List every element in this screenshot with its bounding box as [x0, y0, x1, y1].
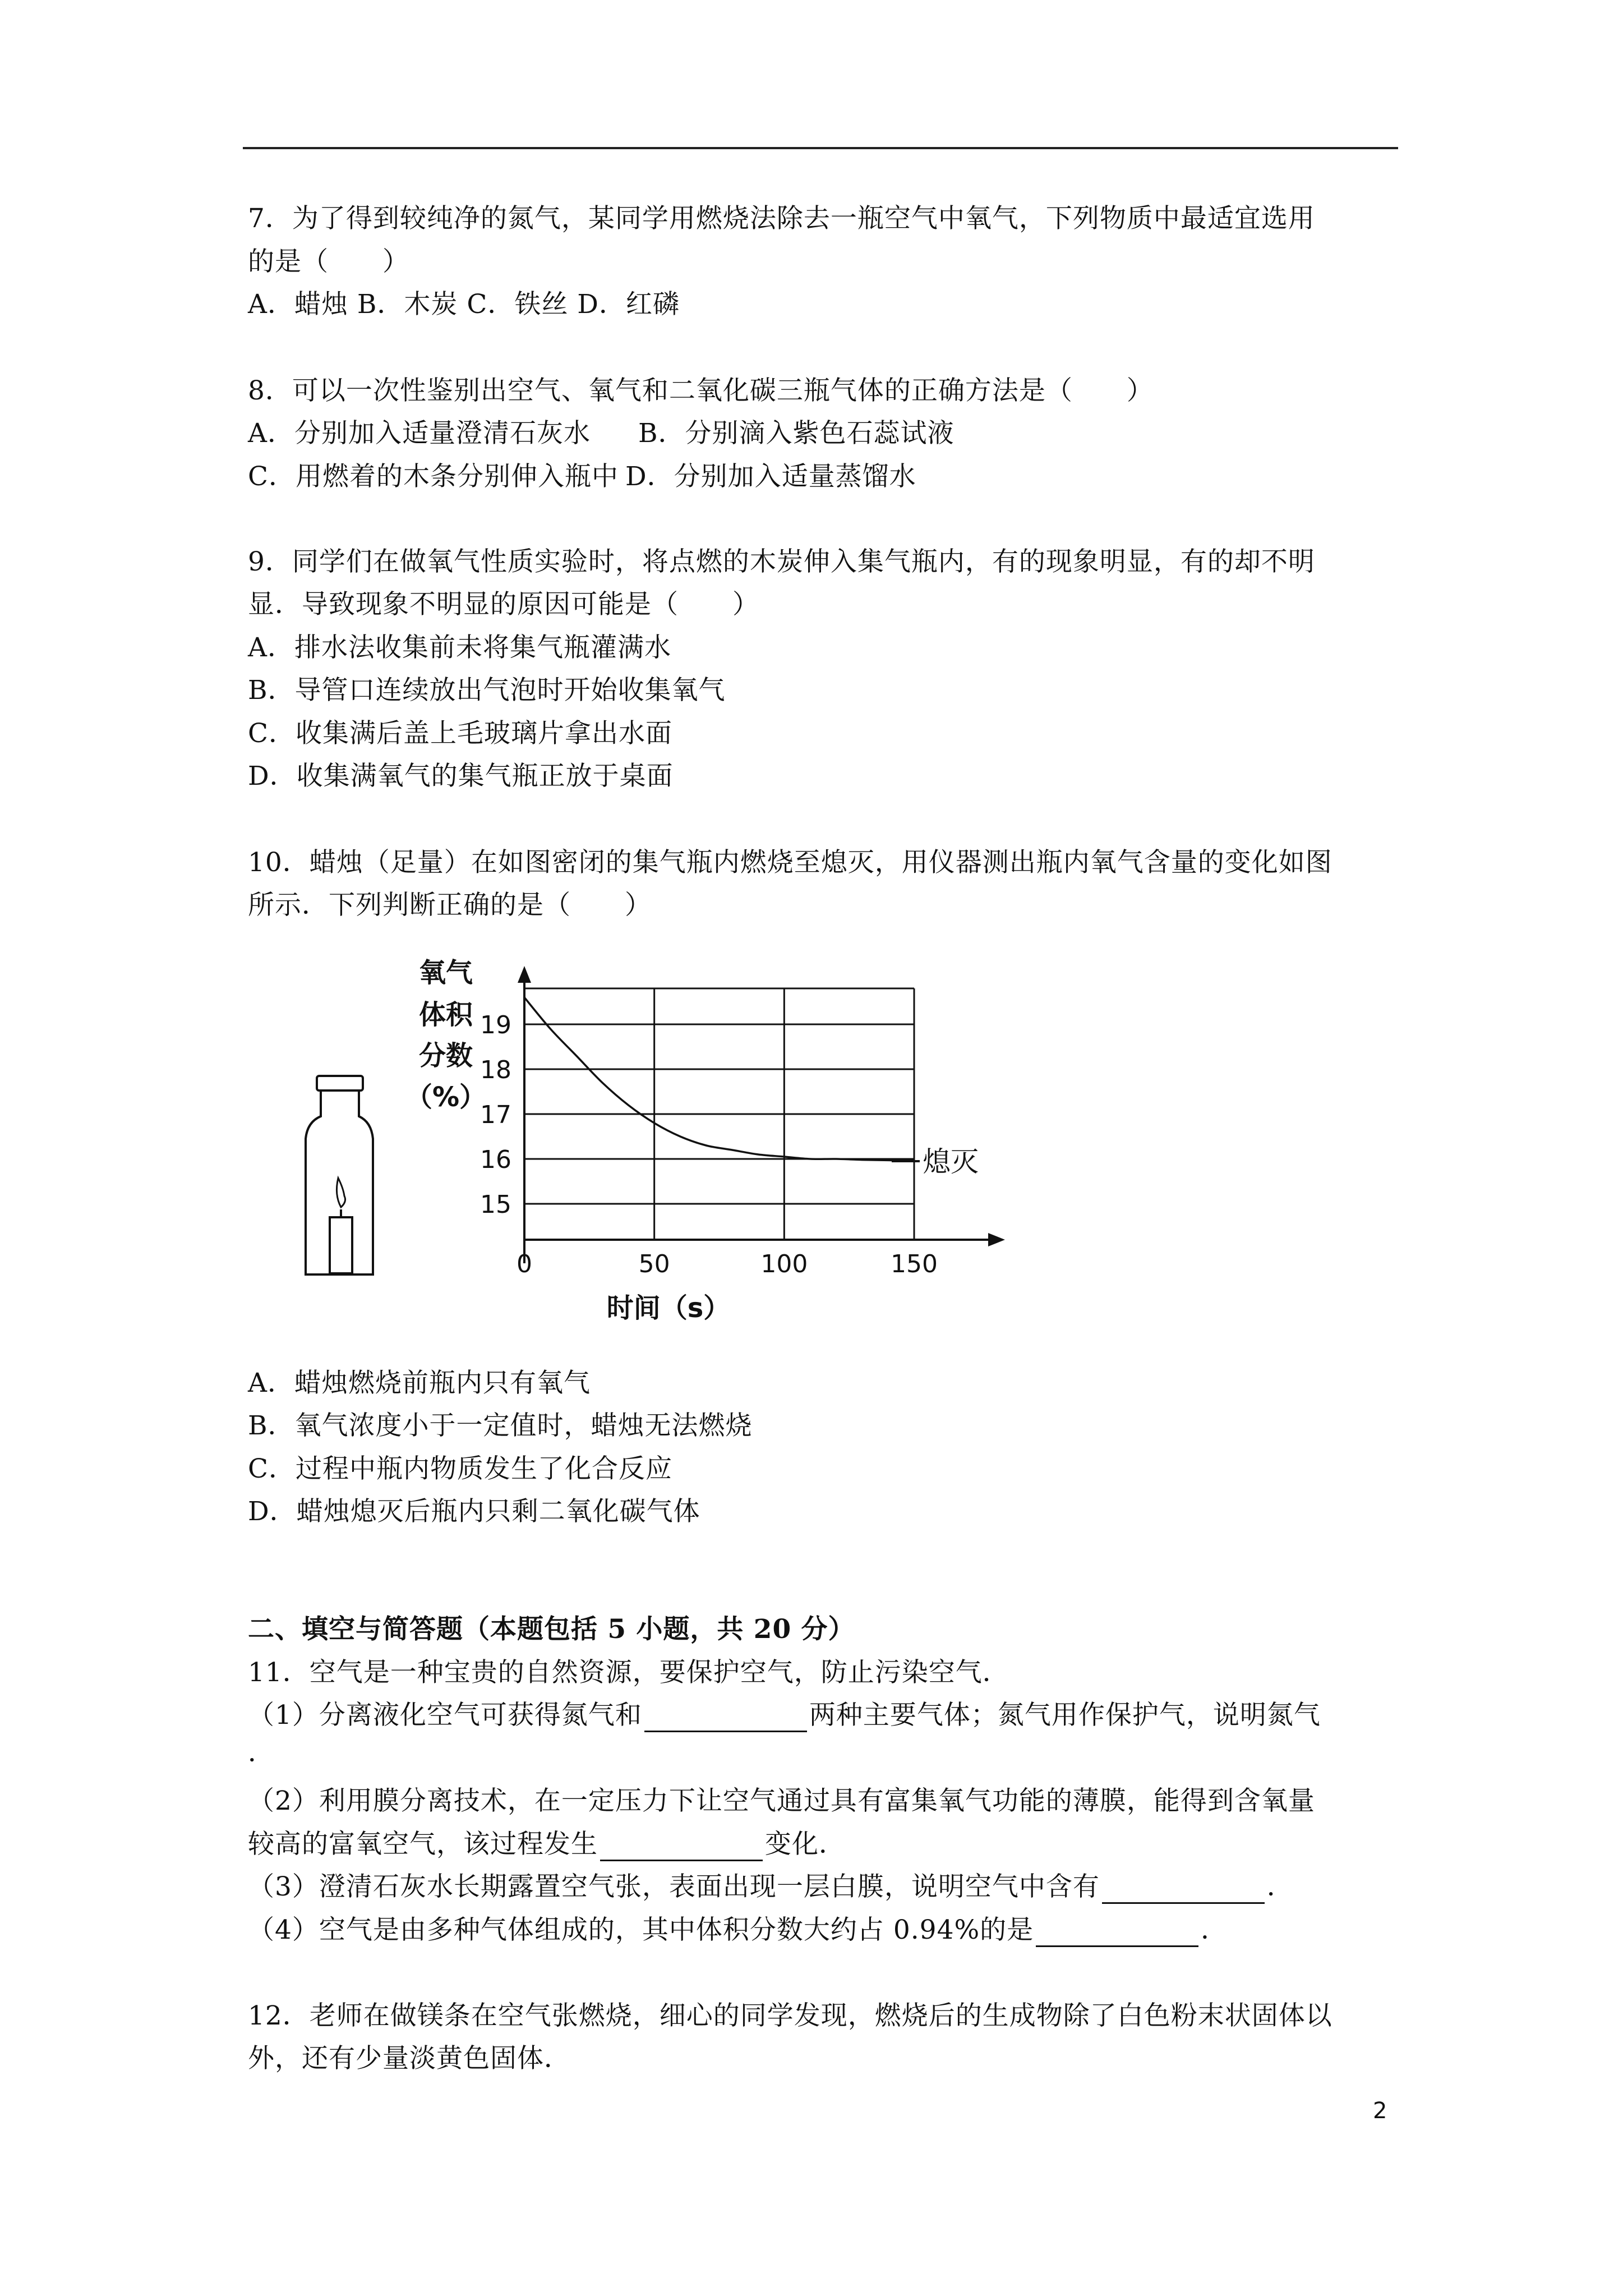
q11-p1-end: ． — [248, 1737, 275, 1768]
q10-option-c: C．过程中瓶内物质发生了化合反应 — [248, 1453, 672, 1484]
q11-p2-blank[interactable] — [600, 1834, 763, 1861]
oxygen-series-line — [524, 997, 914, 1161]
y-axis-label-line: 分数 — [418, 1040, 473, 1071]
q11-part4 — [248, 1913, 1228, 1947]
y-tick-label: 15 — [480, 1190, 511, 1219]
extinguish-annotation: 熄灭 — [923, 1145, 979, 1178]
q11-p2-text-after: 变化． — [765, 1829, 846, 1860]
y-tick-label: 16 — [480, 1145, 511, 1174]
q11-p4-text-after: ． — [1201, 1915, 1228, 1945]
q11-part3 — [248, 1870, 1294, 1904]
x-axis-arrow — [988, 1233, 1005, 1246]
q10-option-b: B．氧气浓度小于一定值时，蜡烛无法燃烧 — [248, 1410, 753, 1441]
candle-flame — [336, 1178, 345, 1207]
chart-grid — [524, 988, 914, 1240]
q11-part1 — [248, 1699, 1321, 1732]
x-tick-label: 0 — [517, 1250, 532, 1278]
q12-stem-line2: 外，还有少量淡黄色固体． — [248, 2043, 571, 2074]
q11-p4-text-before: （4）空气是由多种气体组成的，其中体积分数大约占 0.94%的是 — [248, 1915, 1034, 1945]
q8-option-d: D．分别加入适量蒸馏水 — [625, 461, 916, 492]
jar-body — [306, 1091, 373, 1274]
q9-option-d: D．收集满氧气的集气瓶正放于桌面 — [248, 761, 674, 792]
q11-p4-blank[interactable] — [1036, 1920, 1198, 1947]
y-tick-label: 19 — [480, 1011, 511, 1039]
section2-title: 二、填空与简答题（本题包括 5 小题，共 20 分） — [248, 1614, 855, 1645]
jar-with-candle-illustration — [306, 1076, 373, 1274]
y-axis-label-line: 体积 — [418, 999, 473, 1030]
q7-options: A．蜡烛 B．木炭 C．铁丝 D．红磷 — [248, 289, 680, 320]
q10-option-d: D．蜡烛熄灭后瓶内只剩二氧化碳气体 — [248, 1496, 700, 1527]
q10-option-a: A．蜡烛燃烧前瓶内只有氧气 — [248, 1368, 591, 1398]
x-tick-label: 100 — [760, 1250, 808, 1278]
q10-stem-line1: 10．蜡烛（足量）在如图密闭的集气瓶内燃烧至熄灭，用仪器测出瓶内氧气含量的变化如图 — [248, 847, 1332, 878]
q9-option-c: C．收集满后盖上毛玻璃片拿出水面 — [248, 718, 672, 749]
q9-stem-line2: 显．导致现象不明显的原因可能是（ ） — [248, 589, 759, 620]
y-tick-labels — [480, 1011, 511, 1219]
x-tick-label: 50 — [638, 1250, 670, 1278]
y-axis-label — [405, 957, 486, 1113]
jar-stopper — [317, 1076, 363, 1091]
q8-option-c: C．用燃着的木条分别伸入瓶中 — [248, 461, 619, 492]
q11-stem: 11．空气是一种宝贵的自然资源，要保护空气，防止污染空气． — [248, 1657, 1009, 1688]
y-tick-label: 18 — [480, 1056, 511, 1084]
y-axis-label-line: 氧气 — [418, 957, 473, 988]
page-number: 2 — [1373, 2098, 1387, 2124]
q11-part2-line2 — [248, 1828, 846, 1861]
q7-stem-line1: 7．为了得到较纯净的氮气，某同学用燃烧法除去一瓶空气中氧气，下列物质中最适宜选用 — [248, 203, 1315, 234]
q10-stem-line2: 所示．下列判断正确的是（ ） — [248, 890, 652, 921]
q8-option-a: A．分别加入适量澄清石灰水 — [248, 418, 591, 449]
q11-p2-text-before: 较高的富氧空气，该过程发生 — [248, 1829, 598, 1860]
q7-stem-line2: 的是（ ） — [248, 246, 409, 277]
candle — [330, 1217, 352, 1273]
q11-p1-blank[interactable] — [644, 1705, 807, 1732]
x-axis-label: 时间（s） — [606, 1292, 731, 1324]
q8-stem: 8．可以一次性鉴别出空气、氧气和二氧化碳三瓶气体的正确方法是（ ） — [248, 375, 1154, 406]
q8-option-b: B．分别滴入紫色石蕊试液 — [638, 418, 955, 449]
q11-p3-text-after: ． — [1266, 1871, 1294, 1902]
q9-stem-line1: 9．同学们在做氧气性质实验时，将点燃的木炭伸入集气瓶内，有的现象明显，有的却不明 — [248, 546, 1315, 577]
y-tick-label: 17 — [480, 1101, 511, 1129]
y-axis-label-line: （%） — [405, 1082, 487, 1113]
q11-p3-text-before: （3）澄清石灰水长期露置空气张，表面出现一层白膜，说明空气中含有 — [248, 1871, 1100, 1902]
y-axis-arrow — [518, 966, 531, 983]
x-tick-label: 150 — [891, 1250, 938, 1278]
q12-stem-line1: 12．老师在做镁条在空气张燃烧，细心的同学发现，燃烧后的生成物除了白色粉末状固体以 — [248, 2000, 1332, 2031]
q9-option-a: A．排水法收集前未将集气瓶灌满水 — [248, 632, 671, 663]
q11-part2-line1: （2）利用膜分离技术，在一定压力下让空气通过具有富集氧气功能的薄膜，能得到含氧量 — [248, 1786, 1315, 1816]
q11-p1-text-after: 两种主要气体；氮气用作保护气，说明氮气 — [809, 1700, 1321, 1731]
x-tick-labels — [517, 1250, 938, 1278]
q11-p1-text-before: （1）分离液化空气可获得氮气和 — [248, 1700, 642, 1731]
q9-option-b: B．导管口连续放出气泡时开始收集氧气 — [248, 675, 726, 706]
q11-p3-blank[interactable] — [1102, 1876, 1265, 1904]
